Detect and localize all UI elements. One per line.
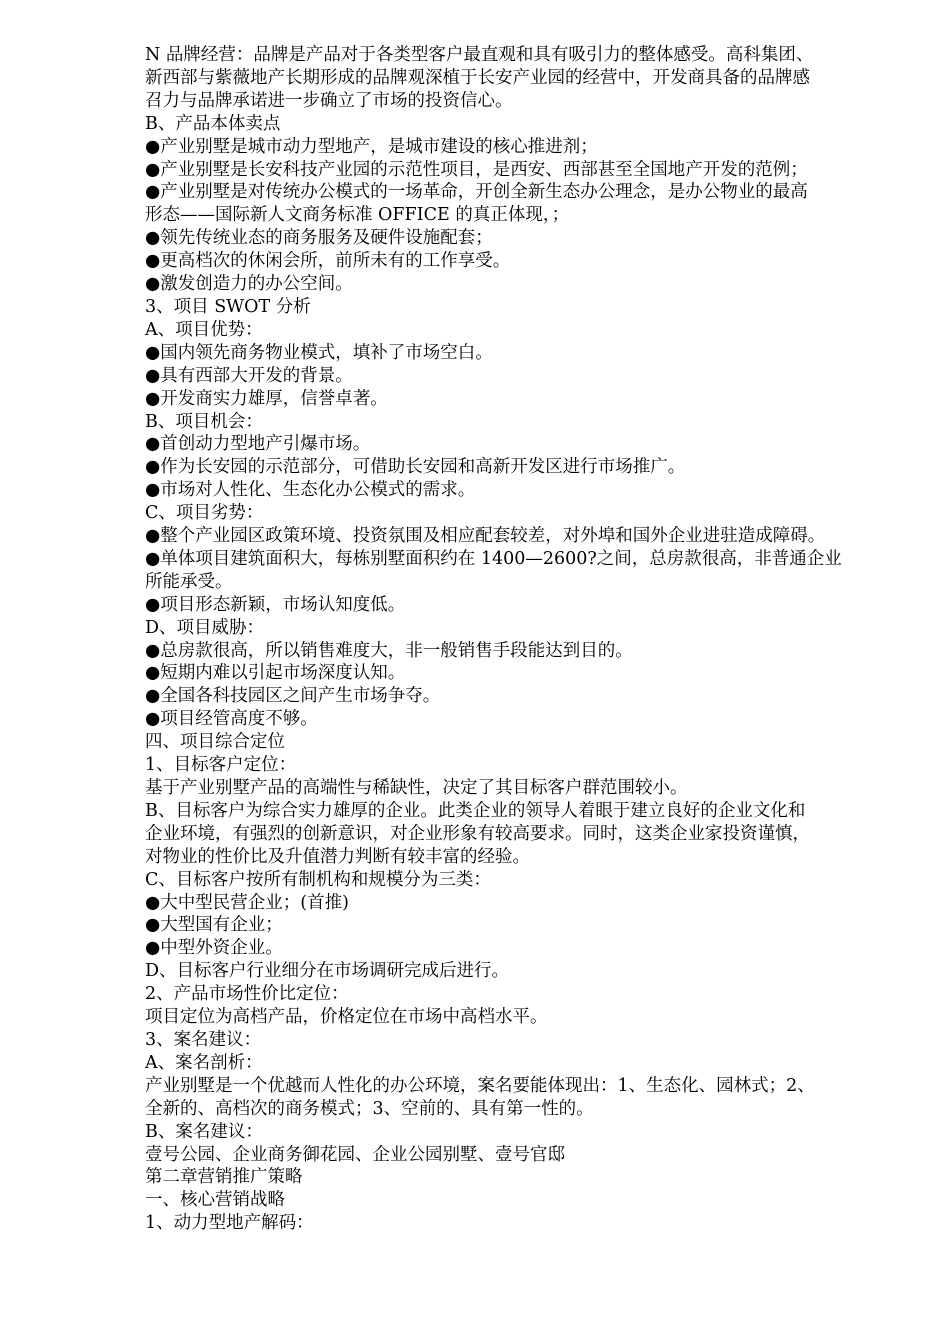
text-line: 所能承受。 [145, 571, 233, 592]
text-line: ●国内领先商务物业模式，填补了市场空白。 [145, 342, 493, 363]
text-line: 召力与品牌承诺进一步确立了市场的投资信心。 [145, 90, 513, 111]
text-line: 壹号公园、企业商务御花园、企业公园别墅、壹号官邸 [145, 1144, 565, 1165]
text-line: C、项目劣势： [145, 503, 264, 524]
text-line: 四、项目综合定位 [145, 732, 285, 753]
text-line: B、产品本体卖点 [145, 113, 281, 134]
text-line: ●更高档次的休闲会所，前所未有的工作享受。 [145, 251, 511, 272]
text-line: 一、核心营销战略 [145, 1190, 285, 1211]
text-line: 3、案名建议： [145, 1029, 262, 1050]
text-line: 全新的、高档次的商务模式；3、空前的、具有第一性的。 [145, 1098, 594, 1119]
text-line: ●总房款很高，所以销售难度大，非一般销售手段能达到目的。 [145, 640, 633, 661]
text-line: 对物业的性价比及升值潜力判断有较丰富的经验。 [145, 846, 530, 867]
text-line: ●短期内难以引起市场深度认知。 [145, 663, 406, 684]
text-line: 企业环境，有强烈的创新意识，对企业形象有较高要求。同时，这类企业家投资谨慎， [145, 823, 810, 844]
text-line: ●具有西部大开发的背景。 [145, 365, 353, 386]
text-line: 第二章营销推广策略 [145, 1167, 303, 1188]
text-line: A、项目优势： [145, 319, 263, 340]
text-line: 2、产品市场性价比定位： [145, 984, 349, 1005]
text-line: ●激发创造力的办公空间。 [145, 274, 353, 295]
text-line: ●首创动力型地产引爆市场。 [145, 434, 371, 455]
text-line: ●产业别墅是长安科技产业园的示范性项目，是西安、西部甚至全国地产开发的范例； [145, 159, 808, 180]
text-line: ●作为长安园的示范部分，可借助长安园和高新开发区进行市场推广。 [145, 457, 686, 478]
text-line: ●产业别墅是对传统办公模式的一场革命，开创全新生态办公理念，是办公物业的最高 [145, 182, 808, 203]
text-line: ●中型外资企业。 [145, 938, 283, 959]
text-line: B、案名建议： [145, 1121, 263, 1142]
text-line: ●开发商实力雄厚，信誉卓著。 [145, 388, 388, 409]
text-line: C、目标客户按所有制机构和规模分为三类： [145, 869, 491, 890]
text-line: ●领先传统业态的商务服务及硬件设施配套； [145, 228, 493, 249]
text-line: 1、动力型地产解码： [145, 1213, 314, 1234]
text-line: ●大中型民营企业；(首推) [145, 892, 349, 913]
text-line: ●全国各科技园区之间产生市场争夺。 [145, 686, 441, 707]
text-line: 基于产业别墅产品的高端性与稀缺性，决定了其目标客户群范围较小。 [145, 778, 688, 798]
text-line: D、目标客户行业细分在市场调研完成后进行。 [145, 961, 510, 982]
text-line: 新西部与紫薇地产长期形成的品牌观深植于长安产业园的经营中，开发商具备的品牌感 [145, 67, 810, 88]
text-line: ●大型国有企业； [145, 915, 283, 936]
text-line: N 品牌经营：品牌是产品对于各类型客户最直观和具有吸引力的整体感受。高科集团、 [145, 45, 814, 65]
text-line: 3、项目 SWOT 分析 [145, 296, 311, 317]
text-line: B、目标客户为综合实力雄厚的企业。此类企业的领导人着眼于建立良好的企业文化和 [145, 800, 806, 821]
text-line: ●市场对人性化、生态化办公模式的需求。 [145, 480, 476, 501]
text-line: A、案名剖析： [145, 1052, 263, 1073]
document-body [145, 44, 885, 1235]
text-line: 1、目标客户定位： [145, 755, 297, 776]
text-line: ●单体项目建筑面积大，每栋别墅面积约在 1400—2600?之间，总房款很高，非普通企业 [145, 548, 842, 569]
text-line: ●整个产业园区政策环境、投资氛围及相应配套较差，对外埠和国外企业进驻造成障碍。 [145, 526, 826, 547]
text-line: 项目定位为高档产品，价格定位在市场中高档水平。 [145, 1007, 548, 1028]
text-line: B、项目机会： [145, 411, 263, 432]
text-line: ●产业别墅是城市动力型地产，是城市建设的核心推进剂； [145, 136, 598, 157]
text-line: 形态——国际新人文商务标准 OFFICE 的真正体现，； [145, 205, 570, 226]
text-line: ●项目经管高度不够。 [145, 709, 318, 730]
text-line: 产业别墅是一个优越而人性化的办公环境，案名要能体现出：1、生态化、园林式；2、 [145, 1075, 815, 1096]
text-line: ●项目形态新颖，市场认知度低。 [145, 594, 406, 615]
text-line: D、项目威胁： [145, 617, 265, 638]
